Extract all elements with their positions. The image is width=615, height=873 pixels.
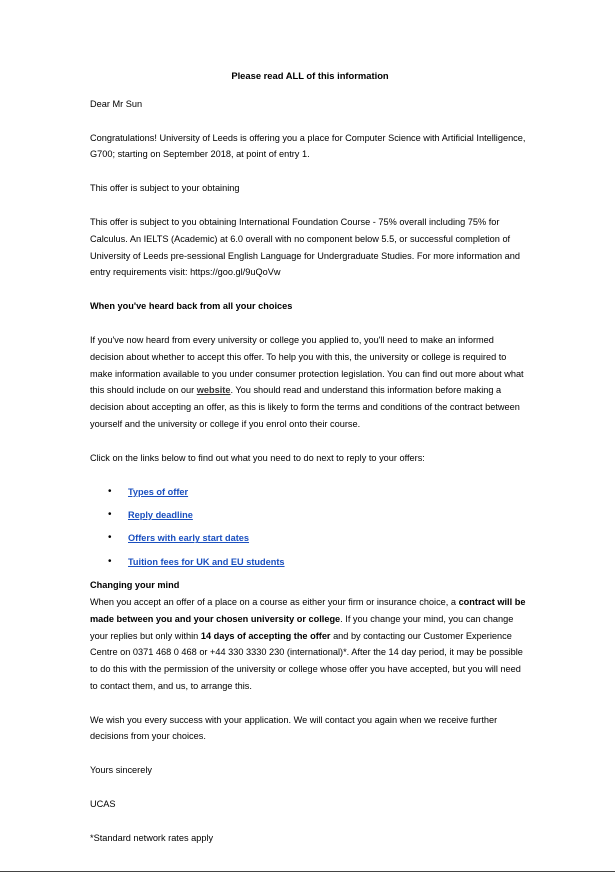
tuition-fees-link[interactable]: Tuition fees for UK and EU students — [128, 556, 285, 567]
signature: UCAS — [90, 799, 116, 810]
heard-back-text-1: If you've now heard from every university or college you applied to, you'll need to make an informed decision about whether to accept this offer. To help you with this, the university or college is required to make information available to you under consumer protection legislation. You can find out more about what this should include on our — [90, 334, 524, 396]
bullet-icon: • — [108, 508, 112, 520]
changing-mind-paragraph — [90, 594, 530, 695]
conditions-paragraph: This offer is subject to you obtaining International Foundation Course - 75% overall including 75% for Calculus. An IELTS (Academic) at 6.0 overall with no component below 5.5, or successful completion of University of Leeds pre-sessional English Language for Undergraduate Studies. For more information and entry requirements visit: https://goo.gl/9uQoVw — [90, 216, 521, 278]
click-links-text: Click on the links below to find out what you need to do next to reply to your offers: — [90, 452, 425, 463]
page-bottom-divider — [0, 871, 615, 872]
contract-bold-text: contract will be made between you and your chosen university or college — [90, 596, 526, 624]
list-item — [90, 530, 530, 553]
changing-text-2: . If you change your mind, you can change your replies but only within — [90, 613, 514, 641]
changing-text-3: and by contacting our Customer Experience Centre on 0371 468 0 468 or +44 330 3330 230 (international)*. After the 14 day period, it may be possible to do this with the permission of the university or college whose offer you have accepted, but you will need to contact them, and us, to arrange this. — [90, 630, 523, 691]
wish-paragraph: We wish you every success with your application. We will contact you again when we receive further decisions from your choices. — [90, 714, 498, 742]
list-item — [90, 554, 530, 577]
footnote: *Standard network rates apply — [90, 832, 214, 843]
bullet-icon: • — [108, 532, 112, 544]
signoff: Yours sincerely — [90, 765, 152, 776]
offer-letter — [90, 68, 530, 864]
congratulations-paragraph: Congratulations! University of Leeds is offering you a place for Computer Science with Artificial Intelligence, G700; starting on September 2018, at point of entry 1. — [90, 132, 526, 160]
changing-text-1: When you accept an offer of a place on a course as either your firm or insurance choice, a — [90, 596, 459, 607]
offer-links-list — [90, 484, 530, 578]
heard-back-paragraph — [90, 332, 530, 433]
list-item — [90, 484, 530, 507]
early-start-dates-link[interactable]: Offers with early start dates — [128, 533, 250, 544]
bullet-icon: • — [108, 485, 112, 497]
heard-back-text-2: . You should read and understand this information before making a decision about accepting an offer, as this is likely to form the terms and conditions of the contract between yourself and the university or college if you enrol onto their course. — [90, 385, 520, 429]
list-item — [90, 507, 530, 530]
page-title: Please read ALL of this information — [231, 70, 389, 81]
heard-back-heading: When you've heard back from all your choices — [90, 301, 293, 312]
bullet-icon: • — [108, 555, 112, 567]
types-of-offer-link[interactable]: Types of offer — [128, 486, 189, 497]
changing-mind-heading: Changing your mind — [90, 580, 180, 591]
greeting: Dear Mr Sun — [90, 98, 143, 109]
fourteen-days-bold-text: 14 days of accepting the offer — [200, 630, 331, 641]
subject-line: This offer is subject to your obtaining — [90, 183, 240, 194]
website-link[interactable]: website — [196, 385, 231, 396]
reply-deadline-link[interactable]: Reply deadline — [128, 509, 193, 520]
